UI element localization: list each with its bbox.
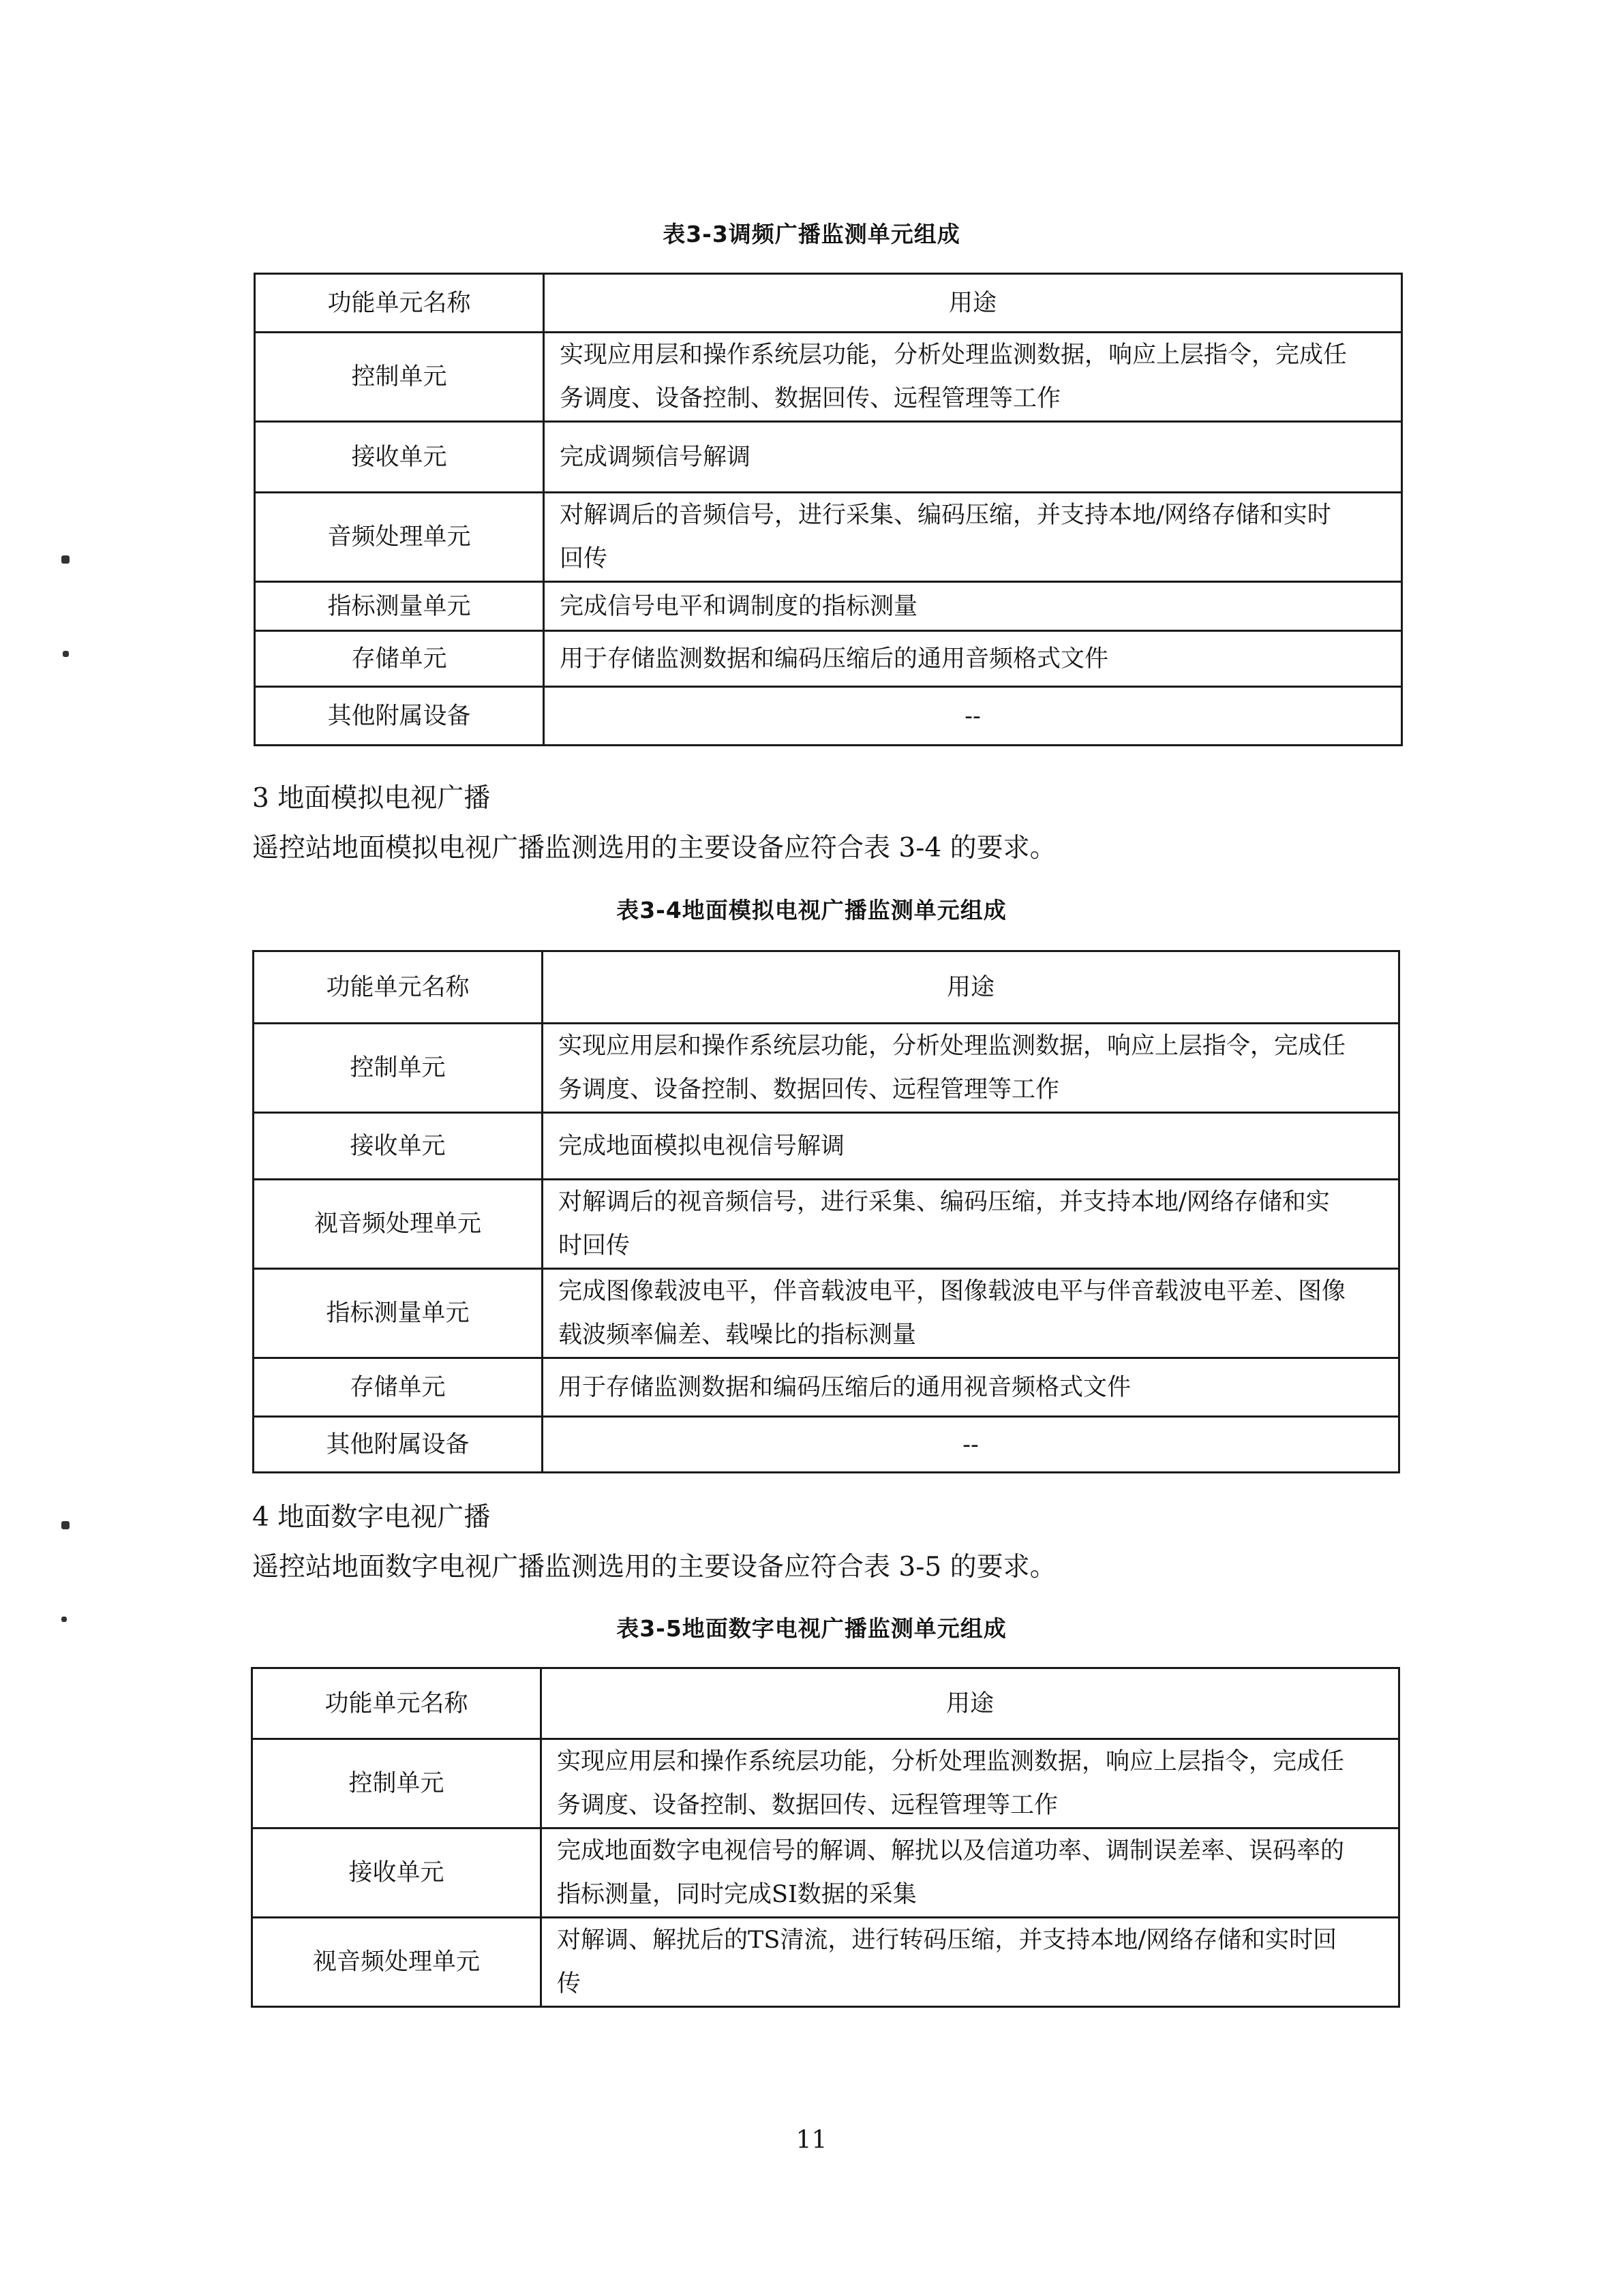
header-cell-use: 用途 (544, 274, 1402, 333)
use-line: 完成地面数字电视信号的解调、解扰以及信道功率、调制误差率、误码率的 (557, 1837, 1345, 1865)
unit-use (544, 687, 1402, 746)
table-caption: 表3-4地面模拟电视广播监测单元组成 (616, 897, 1007, 923)
use-line: 完成调频信号解调 (560, 443, 751, 471)
use-line: 完成地面模拟电视信号解调 (558, 1132, 845, 1160)
use-line: 对解调后的音频信号，进行采集、编码压缩，并支持本地/网络存储和实时 (560, 502, 1331, 529)
unit-use (543, 1113, 1399, 1180)
unit-name: 存储单元 (254, 1358, 543, 1417)
unit-use (544, 582, 1402, 631)
table-row (254, 1180, 1399, 1269)
unit-use (543, 1024, 1399, 1113)
unit-name: 控制单元 (255, 333, 544, 422)
table-row (254, 1113, 1399, 1180)
use-line: 时回传 (558, 1232, 631, 1259)
table-3-3 (254, 273, 1403, 746)
unit-use (544, 631, 1402, 687)
header-cell-name: 功能单元名称 (252, 1668, 541, 1739)
use-line: 完成图像载波电平，伴音载波电平，图像载波电平与伴音载波电平差、图像 (558, 1278, 1346, 1305)
unit-use (543, 1358, 1399, 1417)
table-row (255, 582, 1402, 631)
use-line: -- (965, 702, 981, 730)
scan-speck (61, 555, 70, 564)
unit-name: 视音频处理单元 (254, 1180, 543, 1269)
section-paragraph: 遥控站地面数字电视广播监测选用的主要设备应符合表 3-5 的要求。 (252, 1552, 1057, 1582)
table-row (255, 687, 1402, 746)
unit-use (543, 1417, 1399, 1473)
header-cell-use: 用途 (541, 1668, 1399, 1739)
table-row (255, 631, 1402, 687)
table-row (255, 333, 1402, 422)
unit-name: 音频处理单元 (255, 493, 544, 582)
unit-use (541, 1828, 1399, 1918)
table-header-row (254, 951, 1399, 1024)
unit-use (541, 1918, 1399, 2007)
section-heading: 3 地面模拟电视广播 (252, 783, 491, 814)
unit-name: 存储单元 (255, 631, 544, 687)
use-line: 用于存储监测数据和编码压缩后的通用音频格式文件 (560, 645, 1109, 673)
table-3-5 (251, 1667, 1400, 2008)
unit-name: 其他附属设备 (254, 1417, 543, 1473)
unit-use (541, 1739, 1399, 1828)
table-row (252, 1918, 1399, 2007)
unit-name: 接收单元 (252, 1828, 541, 1918)
use-line: 实现应用层和操作系统层功能，分析处理监测数据，响应上层指令，完成任 (557, 1748, 1345, 1775)
use-line: 对解调后的视音频信号，进行采集、编码压缩，并支持本地/网络存储和实 (558, 1189, 1330, 1216)
unit-use (544, 493, 1402, 582)
use-line: 指标测量，同时完成SI数据的采集 (557, 1881, 917, 1908)
table-row (255, 493, 1402, 582)
use-line: 传 (557, 1970, 581, 1997)
page-number: 11 (795, 2126, 828, 2154)
unit-use (544, 422, 1402, 493)
unit-name: 视音频处理单元 (252, 1918, 541, 2007)
use-line: 载波频率偏差、载噪比的指标测量 (558, 1321, 917, 1349)
section-paragraph: 遥控站地面模拟电视广播监测选用的主要设备应符合表 3-4 的要求。 (252, 833, 1057, 863)
header-cell-use: 用途 (543, 951, 1399, 1024)
table-row (252, 1828, 1399, 1918)
table-3-4 (252, 950, 1400, 1473)
use-line: 务调度、设备控制、数据回传、远程管理等工作 (557, 1792, 1059, 1819)
unit-use (543, 1180, 1399, 1269)
use-line: 用于存储监测数据和编码压缩后的通用视音频格式文件 (558, 1373, 1132, 1401)
table-row (255, 422, 1402, 493)
table-row (254, 1358, 1399, 1417)
scan-speck (63, 651, 69, 657)
table-header-row (255, 274, 1402, 333)
use-line: -- (962, 1430, 979, 1458)
scan-speck (61, 1521, 70, 1529)
header-cell-name: 功能单元名称 (254, 951, 543, 1024)
use-line: 实现应用层和操作系统层功能，分析处理监测数据，响应上层指令，完成任 (560, 341, 1348, 369)
use-line: 务调度、设备控制、数据回传、远程管理等工作 (558, 1076, 1060, 1103)
unit-name: 控制单元 (254, 1024, 543, 1113)
table-caption: 表3-5地面数字电视广播监测单元组成 (616, 1615, 1007, 1642)
table-row (254, 1417, 1399, 1473)
section-heading: 4 地面数字电视广播 (252, 1502, 491, 1533)
use-line: 对解调、解扰后的TS清流，进行转码压缩，并支持本地/网络存储和实时回 (557, 1927, 1337, 1954)
unit-use (544, 333, 1402, 422)
unit-name: 接收单元 (254, 1113, 543, 1180)
unit-name: 指标测量单元 (255, 582, 544, 631)
use-line: 实现应用层和操作系统层功能，分析处理监测数据，响应上层指令，完成任 (558, 1032, 1346, 1060)
unit-use (543, 1269, 1399, 1358)
unit-name: 控制单元 (252, 1739, 541, 1828)
use-line: 回传 (560, 545, 608, 572)
use-line: 务调度、设备控制、数据回传、远程管理等工作 (560, 385, 1061, 412)
unit-name: 指标测量单元 (254, 1269, 543, 1358)
use-line: 完成信号电平和调制度的指标测量 (560, 592, 918, 620)
unit-name: 其他附属设备 (255, 687, 544, 746)
unit-name: 接收单元 (255, 422, 544, 493)
header-cell-name: 功能单元名称 (255, 274, 544, 333)
table-row (254, 1024, 1399, 1113)
table-caption: 表3-3调频广播监测单元组成 (663, 221, 960, 247)
table-header-row (252, 1668, 1399, 1739)
table-row (252, 1739, 1399, 1828)
table-row (254, 1269, 1399, 1358)
